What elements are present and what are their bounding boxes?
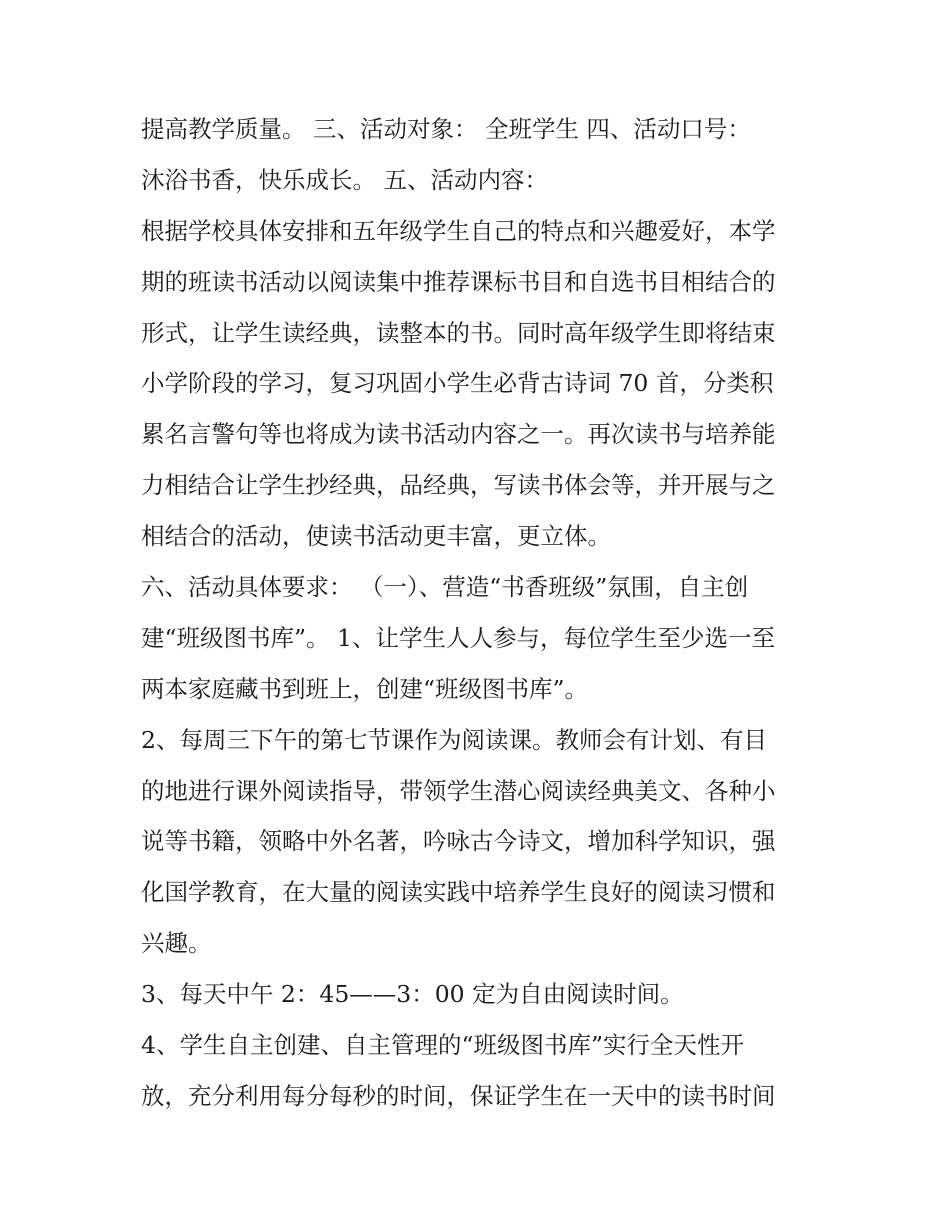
text-line: 建“班级图书库”。 1、让学生人人参与，每位学生至少选一至	[141, 623, 775, 652]
text-line: 兴趣。	[141, 929, 212, 958]
text-line: 的地进行课外阅读指导，带领学生潜心阅读经典美文、各种小	[141, 776, 776, 805]
text-line: 期的班读书活动以阅读集中推荐课标书目和自选书目相结合的	[141, 267, 776, 296]
text-line: 两本家庭藏书到班上，创建“班级图书库”。	[141, 674, 589, 703]
text-line: 小学阶段的学习，复习巩固小学生必背古诗词 70 首，分类积	[141, 369, 774, 398]
text-line: 根据学校具体安排和五年级学生自己的特点和兴趣爱好，本学	[141, 216, 776, 245]
text-line: 放，充分利用每分每秒的时间，保证学生在一天中的读书时间	[141, 1081, 776, 1110]
text-line: 化国学教育，在大量的阅读实践中培养学生良好的阅读习惯和	[141, 878, 776, 907]
text-line: 3、每天中午 2：45——3：00 定为自由阅读时间。	[141, 980, 684, 1009]
text-line: 沐浴书香，快乐成长。 五、活动内容：	[141, 165, 548, 194]
text-line: 提高教学质量。 三、活动对象： 全班学生 四、活动口号：	[141, 115, 751, 143]
text-line: 说等书籍，领略中外名著，吟咏古今诗文，增加科学知识，强	[141, 827, 776, 856]
text-line: 2、每周三下午的第七节课作为阅读课。教师会有计划、有目	[141, 725, 767, 754]
document-body	[141, 104, 821, 1122]
text-line: 4、学生自主创建、自主管理的“班级图书库”实行全天性开	[141, 1031, 744, 1060]
text-line: 累名言警句等也将成为读书活动内容之一。再次读书与培养能	[141, 420, 776, 449]
text-line: 相结合的活动，使读书活动更丰富，更立体。	[141, 522, 611, 551]
text-line: 六、活动具体要求： （一）、营造“书香班级”氛围，自主创	[141, 573, 749, 602]
text-line: 形式，让学生读经典，读整本的书。同时高年级学生即将结束	[141, 318, 776, 347]
text-line: 力相结合让学生抄经典，品经典，写读书体会等，并开展与之	[141, 471, 776, 500]
